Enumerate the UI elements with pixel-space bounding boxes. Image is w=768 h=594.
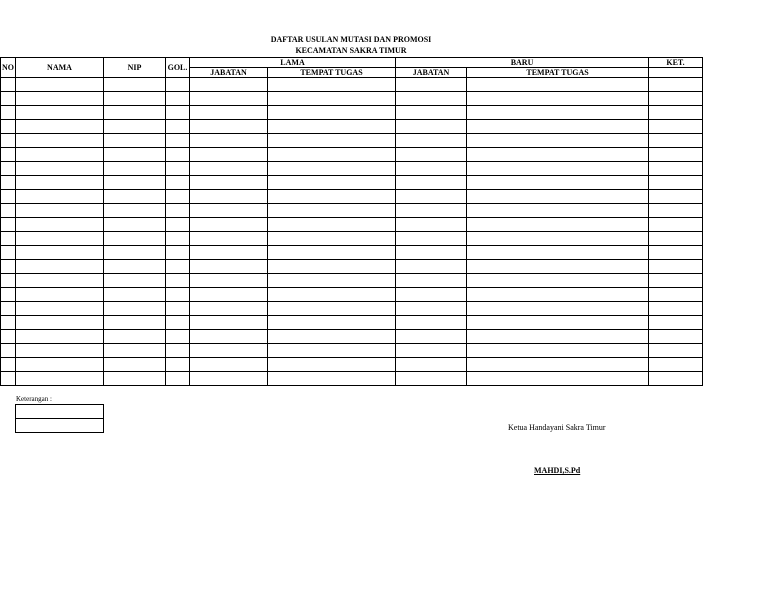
table-cell <box>467 176 649 190</box>
table-cell <box>268 92 396 106</box>
table-cell <box>467 246 649 260</box>
table-cell <box>396 218 467 232</box>
table-cell <box>396 260 467 274</box>
table-cell <box>268 148 396 162</box>
table-body <box>1 78 703 386</box>
table-cell <box>1 302 16 316</box>
table-cell <box>16 316 104 330</box>
table-cell <box>166 302 190 316</box>
table-cell <box>467 204 649 218</box>
table-cell <box>268 204 396 218</box>
table-cell <box>268 176 396 190</box>
table-cell <box>649 204 703 218</box>
table-cell <box>268 344 396 358</box>
header-nip: NIP <box>104 58 166 78</box>
header-nama: NAMA <box>16 58 104 78</box>
table-cell <box>649 162 703 176</box>
table-cell <box>268 372 396 386</box>
document-subtitle: KECAMATAN SAKRA TIMUR <box>295 46 407 55</box>
table-cell <box>396 288 467 302</box>
table-cell <box>649 344 703 358</box>
signer-name: MAHDI,S.Pd <box>534 466 581 475</box>
table-row <box>1 162 703 176</box>
table-cell <box>190 190 268 204</box>
table-cell <box>467 106 649 120</box>
table-cell <box>16 120 104 134</box>
keterangan-box <box>15 404 104 433</box>
table-cell <box>104 120 166 134</box>
table-cell <box>104 218 166 232</box>
table-cell <box>16 134 104 148</box>
table-cell <box>1 288 16 302</box>
table-cell <box>166 106 190 120</box>
table-cell <box>16 218 104 232</box>
table-cell <box>649 92 703 106</box>
table-cell <box>104 288 166 302</box>
table-cell <box>1 92 16 106</box>
table-cell <box>190 302 268 316</box>
table-cell <box>396 330 467 344</box>
table-cell <box>190 204 268 218</box>
table-cell <box>649 274 703 288</box>
table-cell <box>104 344 166 358</box>
table-cell <box>1 274 16 288</box>
table-cell <box>190 330 268 344</box>
table-cell <box>166 330 190 344</box>
table-cell <box>190 288 268 302</box>
table-cell <box>104 190 166 204</box>
table-cell <box>166 148 190 162</box>
header-lama: LAMA <box>190 58 396 68</box>
header-baru: BARU <box>396 58 649 68</box>
table-row <box>1 120 703 134</box>
header-gol: GOL. <box>166 58 190 78</box>
table-cell <box>268 288 396 302</box>
table-cell <box>649 78 703 92</box>
table-cell <box>190 232 268 246</box>
table-cell <box>396 176 467 190</box>
table-cell <box>467 302 649 316</box>
table-cell <box>467 372 649 386</box>
table-cell <box>396 274 467 288</box>
table-cell <box>166 246 190 260</box>
table-cell <box>649 232 703 246</box>
table-row <box>1 358 703 372</box>
table-cell <box>268 78 396 92</box>
header-ket: KET. <box>649 58 703 68</box>
table-cell <box>268 232 396 246</box>
keterangan-label: Keterangan : <box>16 395 52 403</box>
table-cell <box>16 330 104 344</box>
table-row <box>1 148 703 162</box>
table-cell <box>467 148 649 162</box>
table-cell <box>396 302 467 316</box>
table-cell <box>166 162 190 176</box>
table-cell <box>104 260 166 274</box>
table-row <box>1 316 703 330</box>
table-cell <box>104 78 166 92</box>
table-cell <box>190 120 268 134</box>
table-cell <box>166 134 190 148</box>
table-cell <box>268 330 396 344</box>
table-cell <box>396 78 467 92</box>
table-cell <box>104 316 166 330</box>
table-cell <box>166 232 190 246</box>
table-cell <box>104 246 166 260</box>
table-cell <box>467 358 649 372</box>
table-cell <box>16 92 104 106</box>
table-cell <box>190 162 268 176</box>
table-cell <box>104 162 166 176</box>
table-cell <box>166 120 190 134</box>
table-cell <box>190 372 268 386</box>
table-cell <box>190 134 268 148</box>
table-cell <box>268 120 396 134</box>
table-cell <box>649 372 703 386</box>
table-row <box>1 260 703 274</box>
table-cell <box>1 162 16 176</box>
table-cell <box>649 288 703 302</box>
table-cell <box>166 316 190 330</box>
table-cell <box>166 78 190 92</box>
table-cell <box>649 260 703 274</box>
table-cell <box>268 302 396 316</box>
header-ket-sub <box>649 68 703 78</box>
table-row <box>1 274 703 288</box>
table-cell <box>16 274 104 288</box>
table-cell <box>16 78 104 92</box>
table-row <box>1 204 703 218</box>
table-cell <box>16 372 104 386</box>
table-cell <box>467 260 649 274</box>
document-title: DAFTAR USULAN MUTASI DAN PROMOSI <box>270 35 432 44</box>
table-cell <box>104 358 166 372</box>
table-cell <box>649 302 703 316</box>
table-cell <box>166 274 190 288</box>
table-cell <box>166 260 190 274</box>
table-cell <box>1 372 16 386</box>
table-row <box>1 218 703 232</box>
table-cell <box>190 344 268 358</box>
table-cell <box>1 190 16 204</box>
table-cell <box>166 190 190 204</box>
table-cell <box>1 106 16 120</box>
table-cell <box>16 190 104 204</box>
table-row <box>1 302 703 316</box>
table-cell <box>16 288 104 302</box>
table-cell <box>190 274 268 288</box>
table-cell <box>190 148 268 162</box>
table-cell <box>166 92 190 106</box>
table-row <box>1 246 703 260</box>
table-cell <box>1 330 16 344</box>
table-row <box>1 232 703 246</box>
table-cell <box>268 134 396 148</box>
table-cell <box>396 358 467 372</box>
table-cell <box>467 120 649 134</box>
header-no: NO <box>1 58 16 78</box>
table-cell <box>268 106 396 120</box>
table-cell <box>649 176 703 190</box>
table-cell <box>16 344 104 358</box>
ketua-title: Ketua Handayani Sakra Timur <box>508 423 606 432</box>
table-cell <box>396 204 467 218</box>
table-cell <box>1 134 16 148</box>
table-row <box>1 330 703 344</box>
table-cell <box>104 232 166 246</box>
table-row <box>1 78 703 92</box>
table-cell <box>16 162 104 176</box>
table-cell <box>268 274 396 288</box>
table-cell <box>396 120 467 134</box>
table-cell <box>268 190 396 204</box>
table-cell <box>104 372 166 386</box>
table-cell <box>396 316 467 330</box>
table-cell <box>16 204 104 218</box>
table-cell <box>190 316 268 330</box>
mutation-table <box>0 57 703 386</box>
table-row <box>1 190 703 204</box>
table-cell <box>268 246 396 260</box>
table-cell <box>268 218 396 232</box>
table-cell <box>396 92 467 106</box>
table-cell <box>16 148 104 162</box>
table-cell <box>649 120 703 134</box>
table-cell <box>104 204 166 218</box>
table-cell <box>16 260 104 274</box>
keterangan-cell <box>16 419 104 433</box>
table-cell <box>104 106 166 120</box>
table-cell <box>104 274 166 288</box>
table-cell <box>16 106 104 120</box>
table-cell <box>1 204 16 218</box>
table-cell <box>166 218 190 232</box>
table-cell <box>1 218 16 232</box>
table-cell <box>649 330 703 344</box>
table-cell <box>16 246 104 260</box>
table-cell <box>190 218 268 232</box>
table-cell <box>166 204 190 218</box>
table-cell <box>396 190 467 204</box>
table-cell <box>467 330 649 344</box>
table-cell <box>1 78 16 92</box>
table-cell <box>467 78 649 92</box>
table-cell <box>649 358 703 372</box>
table-cell <box>649 148 703 162</box>
table-cell <box>467 92 649 106</box>
table-cell <box>166 344 190 358</box>
table-cell <box>190 176 268 190</box>
table-cell <box>104 176 166 190</box>
table-cell <box>104 330 166 344</box>
table-cell <box>166 372 190 386</box>
table-cell <box>16 232 104 246</box>
table-cell <box>467 232 649 246</box>
table-cell <box>649 190 703 204</box>
table-cell <box>190 106 268 120</box>
table-cell <box>1 120 16 134</box>
table-cell <box>104 92 166 106</box>
table-cell <box>467 218 649 232</box>
table-cell <box>1 316 16 330</box>
table-cell <box>1 358 16 372</box>
table-cell <box>467 162 649 176</box>
table-cell <box>467 190 649 204</box>
table-cell <box>649 106 703 120</box>
table-cell <box>16 302 104 316</box>
table-cell <box>396 162 467 176</box>
table-cell <box>467 344 649 358</box>
header-lama-tempat-tugas: TEMPAT TUGAS <box>268 68 396 78</box>
table-cell <box>190 260 268 274</box>
header-baru-tempat-tugas: TEMPAT TUGAS <box>467 68 649 78</box>
table-cell <box>396 344 467 358</box>
table-cell <box>396 246 467 260</box>
table-cell <box>1 246 16 260</box>
table-row <box>1 106 703 120</box>
table-cell <box>104 148 166 162</box>
table-cell <box>166 176 190 190</box>
table-cell <box>1 148 16 162</box>
table-cell <box>649 246 703 260</box>
table-row <box>1 344 703 358</box>
table-cell <box>1 176 16 190</box>
table-cell <box>16 358 104 372</box>
table-cell <box>396 106 467 120</box>
table-cell <box>268 316 396 330</box>
table-cell <box>268 260 396 274</box>
table-row <box>1 92 703 106</box>
table-cell <box>166 288 190 302</box>
table-cell <box>268 162 396 176</box>
keterangan-cell <box>16 405 104 419</box>
table-cell <box>166 358 190 372</box>
header-lama-jabatan: JABATAN <box>190 68 268 78</box>
table-cell <box>1 260 16 274</box>
table-cell <box>104 302 166 316</box>
table-cell <box>396 232 467 246</box>
table-cell <box>467 316 649 330</box>
table-row <box>1 176 703 190</box>
table-cell <box>104 134 166 148</box>
table-cell <box>396 148 467 162</box>
table-cell <box>190 92 268 106</box>
table-cell <box>268 358 396 372</box>
table-row <box>1 134 703 148</box>
table-cell <box>396 134 467 148</box>
table-row <box>1 372 703 386</box>
table-cell <box>649 134 703 148</box>
table-cell <box>649 218 703 232</box>
header-baru-jabatan: JABATAN <box>396 68 467 78</box>
table-cell <box>16 176 104 190</box>
table-cell <box>190 358 268 372</box>
table-cell <box>190 246 268 260</box>
table-cell <box>1 232 16 246</box>
table-cell <box>396 372 467 386</box>
table-cell <box>649 316 703 330</box>
table-cell <box>467 134 649 148</box>
table-row <box>1 288 703 302</box>
table-cell <box>467 288 649 302</box>
table-cell <box>190 78 268 92</box>
table-cell <box>467 274 649 288</box>
table-cell <box>1 344 16 358</box>
